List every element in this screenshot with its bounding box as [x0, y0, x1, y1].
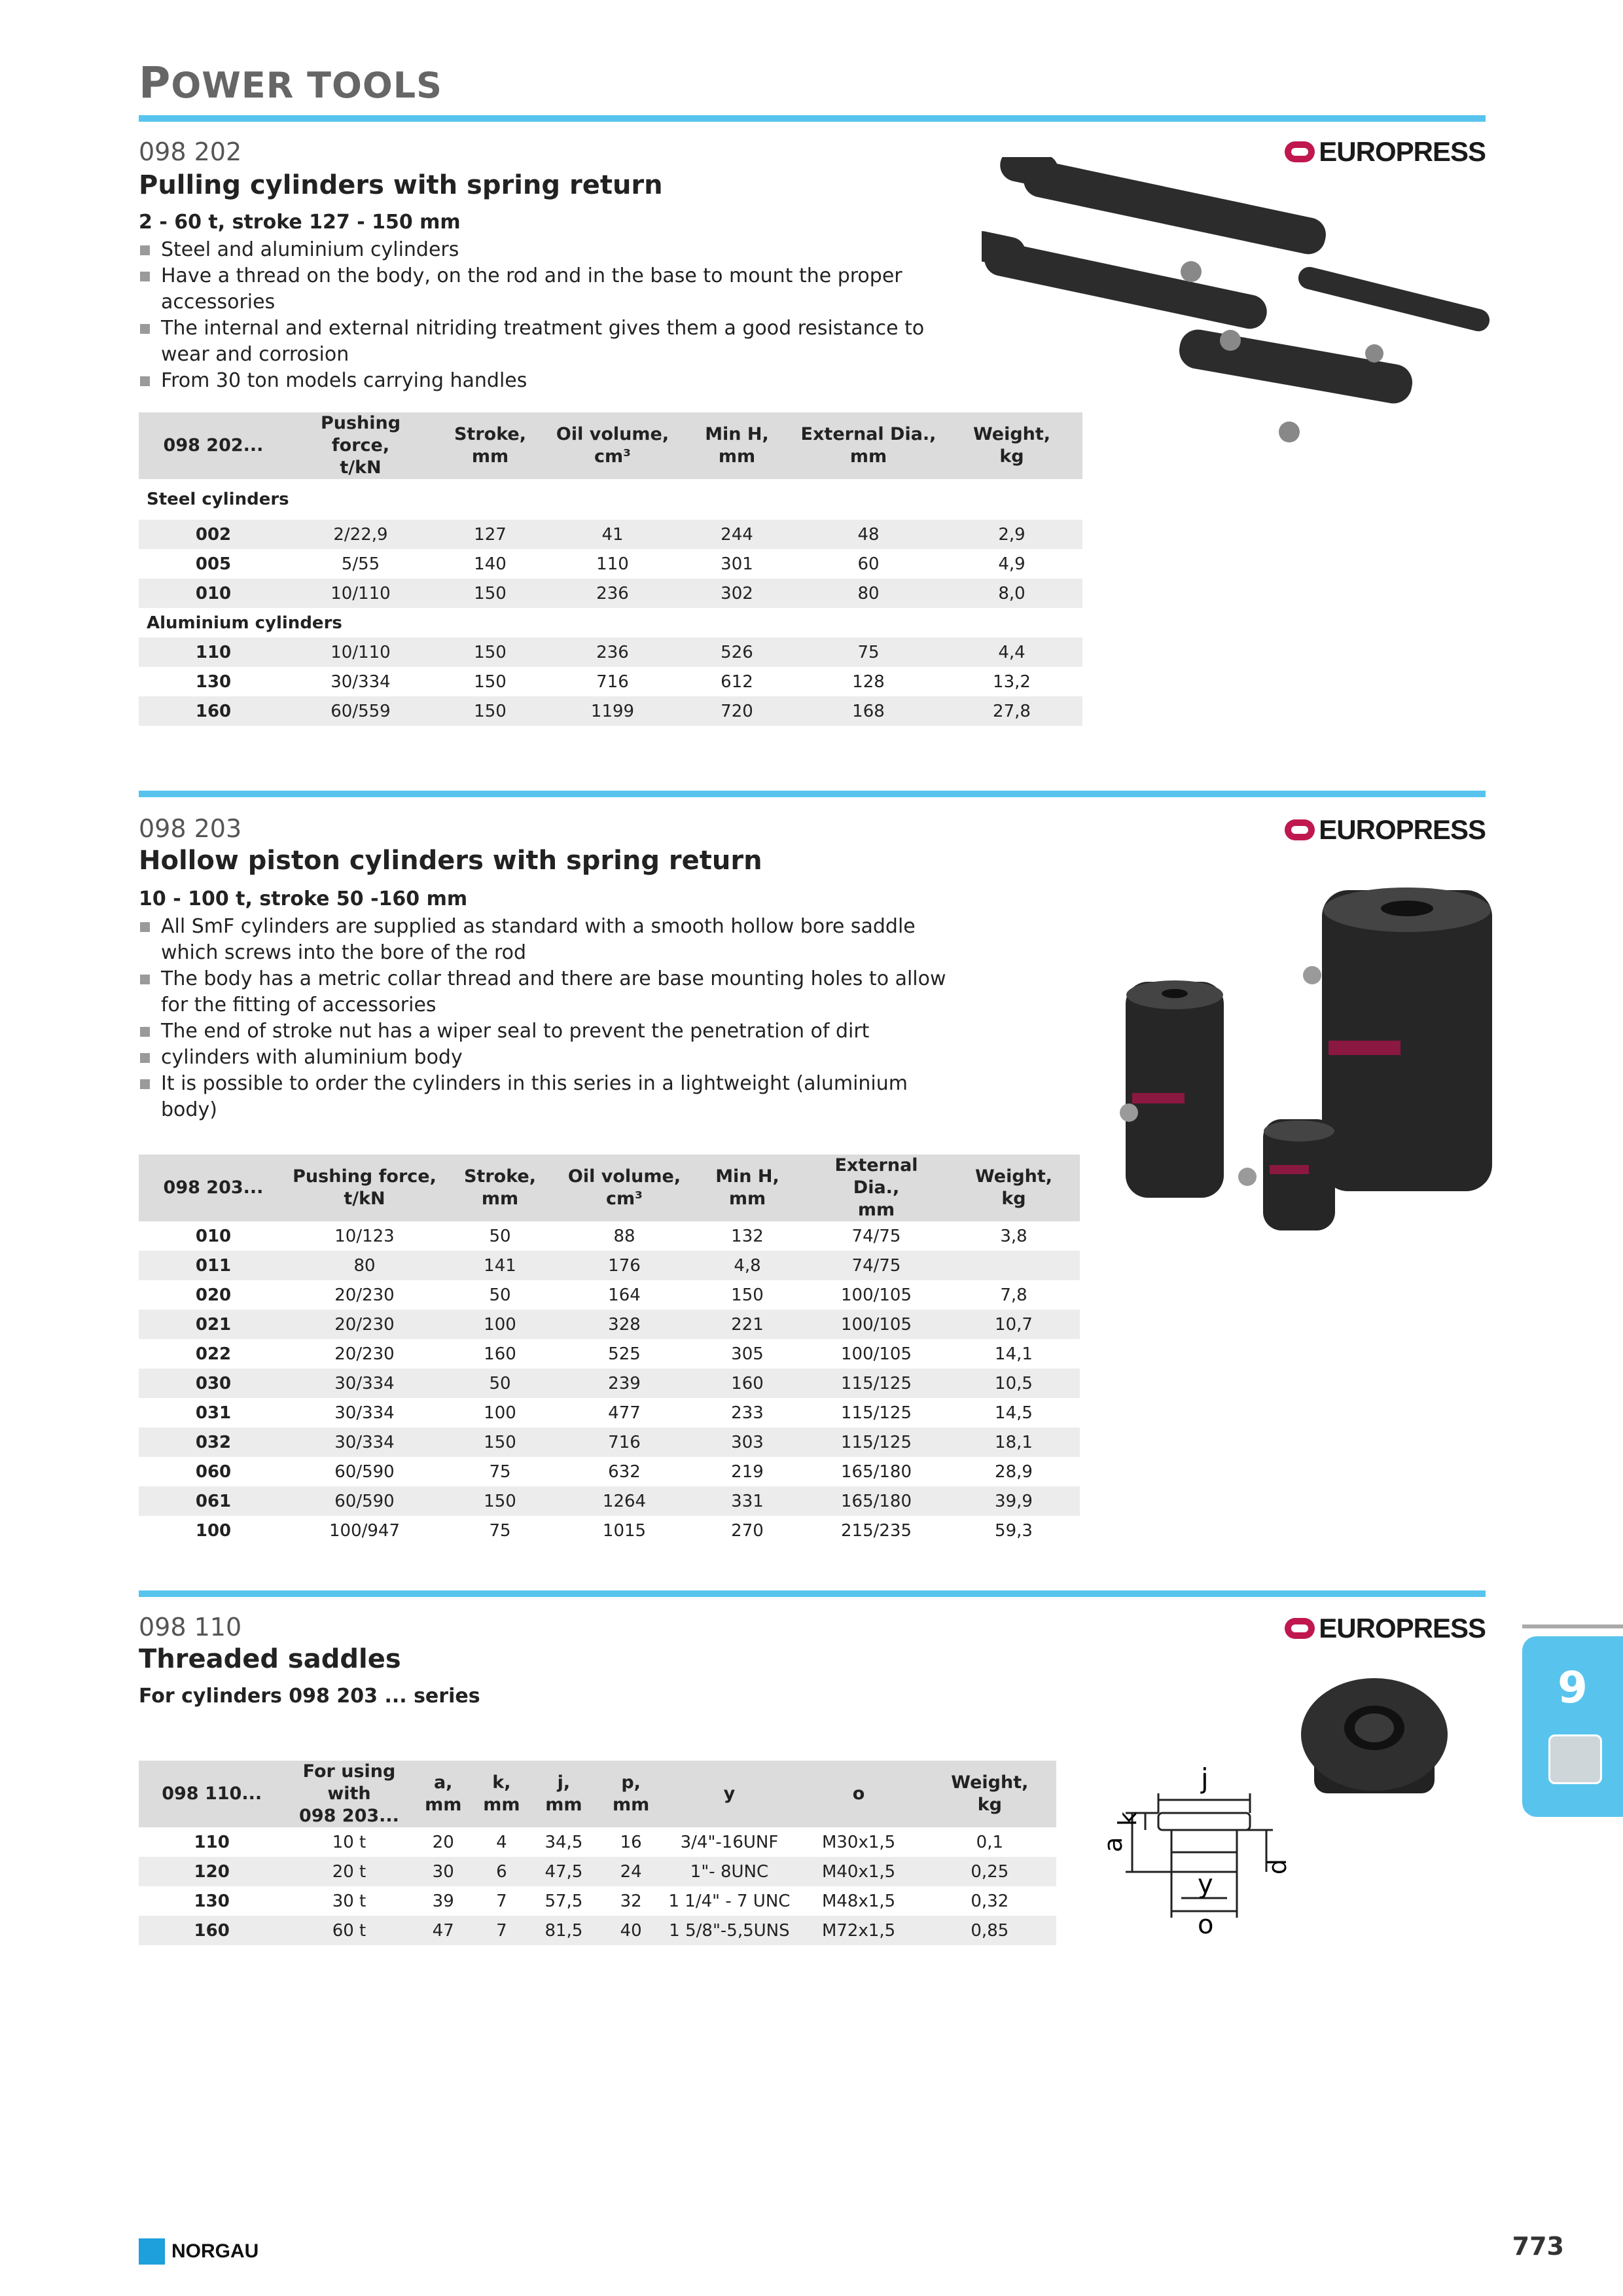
table-cell: 57,5: [544, 1891, 583, 1911]
table-cell: 1 5/8"-5,5UNS: [664, 1916, 794, 1945]
table-cell: 32: [620, 1891, 642, 1911]
table-cell: 010: [195, 1226, 232, 1246]
europress-logo: EUROPRESS: [1285, 814, 1486, 846]
table-row: [139, 1398, 1080, 1427]
section-code: 098 203: [139, 814, 242, 843]
table-cell: 1264: [559, 1486, 690, 1516]
table-cell: 141: [441, 1251, 559, 1280]
col-header: p, mm: [597, 1761, 665, 1827]
section-rule: [139, 1590, 1486, 1597]
table-cell: 6: [473, 1857, 530, 1886]
table-cell: [948, 1251, 1080, 1280]
feature-item: Have a thread on the body, on the rod and in the base to mount the proper accessories: [139, 263, 950, 315]
diagram-label-p: p: [1266, 1859, 1295, 1875]
section-title: Hollow piston cylinders with spring return: [139, 846, 762, 876]
table-cell: 14,5: [995, 1403, 1033, 1423]
table-row: [139, 1221, 1080, 1251]
feature-item: cylinders with aluminium body: [139, 1045, 963, 1071]
power-tools-icon: [1548, 1734, 1602, 1784]
col-header: Oil volume, cm³: [559, 1155, 690, 1221]
diagram-label-o: o: [1198, 1910, 1214, 1940]
table-cell: 031: [195, 1403, 232, 1423]
table-cell: 160: [139, 1916, 285, 1945]
table-cell: 10/123: [334, 1226, 395, 1246]
table-cell: 0,25: [923, 1857, 1056, 1886]
table-cell: 303: [690, 1427, 805, 1457]
table-cell: 81,5: [530, 1916, 597, 1945]
table-cell: 16: [620, 1832, 642, 1852]
table-cell: 30/334: [334, 1403, 395, 1423]
col-header: Pushing force, t/kN: [288, 1155, 441, 1221]
table-cell: M30x1,5: [821, 1832, 896, 1852]
table-cell: 716: [559, 1427, 690, 1457]
table-cell: 47,5: [530, 1857, 597, 1886]
col-header: External Dia., mm: [805, 1155, 948, 1221]
diagram-label-j: j: [1201, 1763, 1209, 1795]
table-cell: 0,85: [923, 1916, 1056, 1945]
table-cell: 59,3: [995, 1520, 1033, 1541]
table-cell: 150: [731, 1285, 764, 1305]
col-header: y: [664, 1761, 794, 1827]
saddle-dimension-diagram: [1093, 1761, 1302, 1944]
feature-item: It is possible to order the cylinders in this series in a lightweight (aluminium body): [139, 1071, 963, 1123]
table-cell: 14,1: [995, 1344, 1033, 1364]
feature-item: From 30 ton models carrying handles: [139, 368, 950, 394]
col-header: Min H, mm: [678, 412, 796, 479]
table-cell: 39,9: [948, 1486, 1080, 1516]
table-cell: 100: [484, 1403, 516, 1423]
table-cell: M72x1,5: [794, 1916, 923, 1945]
table-cell: 18,1: [948, 1427, 1080, 1457]
table-cell: 3,8: [1000, 1226, 1027, 1246]
chapter-number: 9: [1558, 1662, 1588, 1713]
table-cell: 30/334: [288, 1427, 441, 1457]
table-cell: 011: [139, 1251, 288, 1280]
col-header: Min H, mm: [690, 1155, 805, 1221]
diagram-label-a: a: [1099, 1837, 1128, 1852]
col-header: a, mm: [414, 1761, 473, 1827]
col-header: Weight, kg: [948, 1155, 1080, 1221]
table-cell: 4: [496, 1832, 507, 1852]
norgau-logo: NORGAU: [139, 2238, 259, 2265]
page-number: 773: [1512, 2232, 1564, 2261]
col-header: o: [794, 1761, 923, 1827]
norgau-square-icon: [139, 2238, 165, 2265]
table-cell: 39: [432, 1891, 454, 1911]
header-rule: [139, 115, 1486, 122]
col-header: Oil volume, cm³: [547, 412, 678, 479]
feature-list: [139, 237, 950, 394]
table-cell: 215/235: [840, 1520, 912, 1541]
table-row: [139, 1310, 1080, 1339]
table-row: [139, 1857, 1056, 1886]
table-cell: 20: [432, 1832, 454, 1852]
table-cell: 100/105: [840, 1285, 912, 1305]
table-row: 130 30/334 150 716 612 128 13,2: [195, 672, 1031, 692]
table-cell: 24: [597, 1857, 665, 1886]
table-row: 160 60/559 150 1199 720 168 27,8: [139, 696, 1082, 726]
table-cell: 1015: [602, 1520, 647, 1541]
feature-item: The end of stroke nut has a wiper seal to prevent the penetration of dirt: [139, 1018, 963, 1045]
table-cell: 10,7: [948, 1310, 1080, 1339]
europress-mark-icon: [1285, 1618, 1315, 1639]
table-cell: 28,9: [995, 1462, 1033, 1482]
table-cell: 305: [731, 1344, 764, 1364]
table-cell: 1 1/4" - 7 UNC: [668, 1891, 791, 1911]
section-subtitle: 10 - 100 t, stroke 50 -160 mm: [139, 888, 468, 910]
section-rule: [139, 791, 1486, 797]
table-cell: 20 t: [285, 1857, 413, 1886]
col-header: External Dia., mm: [796, 412, 941, 479]
col-header: For using with 098 203...: [285, 1761, 413, 1827]
table-row: [139, 1280, 1080, 1310]
col-header: 098 202...: [139, 412, 288, 479]
table-cell: 30/334: [288, 1369, 441, 1398]
hollow-cylinders-image: [1113, 877, 1518, 1244]
table-cell: 100: [195, 1520, 232, 1541]
chapter-tab[interactable]: [1522, 1636, 1623, 1817]
table-cell: 160: [690, 1369, 805, 1398]
col-header: Pushing force, t/kN: [288, 412, 433, 479]
table-cell: 328: [559, 1310, 690, 1339]
table-cell: 331: [690, 1486, 805, 1516]
table-cell: 88: [613, 1226, 635, 1246]
table-cell: 7,8: [1000, 1285, 1027, 1305]
table-cell: 7: [496, 1891, 507, 1911]
table-cell: 30 t: [332, 1891, 366, 1911]
table-row: 002 2/22,9 127 41 244 48 2,9: [139, 520, 1082, 549]
table-cell: 110: [194, 1832, 230, 1852]
table-cell: 132: [731, 1226, 764, 1246]
table-cell: 40: [597, 1916, 665, 1945]
table-cell: 60/590: [334, 1462, 395, 1482]
table-cell: 3/4"-16UNF: [680, 1832, 779, 1852]
table-cell: 74/75: [851, 1226, 901, 1246]
table-cell: 020: [195, 1285, 232, 1305]
table-row: [139, 1457, 1080, 1486]
table-cell: 115/125: [805, 1369, 948, 1398]
diagram-label-k: k: [1113, 1811, 1142, 1826]
threaded-saddle-image: [1296, 1662, 1453, 1820]
feature-item: All SmF cylinders are supplied as standard with a smooth hollow bore saddle which screws into the bore of the rod: [139, 914, 963, 966]
pulling-cylinders-table: [139, 412, 1082, 726]
table-cell: 0,1: [976, 1832, 1004, 1852]
col-header: j, mm: [530, 1761, 597, 1827]
table-cell: 60 t: [285, 1916, 413, 1945]
table-row: [139, 1486, 1080, 1516]
group-label: Steel cylinders: [147, 490, 289, 509]
table-cell: 100/947: [329, 1520, 400, 1541]
table-row: 010 10/110 150 236 302 80 8,0: [139, 579, 1082, 608]
section-subtitle: 2 - 60 t, stroke 127 - 150 mm: [139, 211, 461, 234]
table-row: 110 10/110 150 236 526 75 4,4: [139, 637, 1082, 667]
europress-mark-icon: [1285, 819, 1315, 840]
table-cell: 50: [489, 1226, 511, 1246]
feature-item: Steel and aluminium cylinders: [139, 237, 950, 263]
table-row: [139, 1516, 1080, 1545]
table-cell: 239: [559, 1369, 690, 1398]
table-cell: 50: [441, 1369, 559, 1398]
table-cell: 20/230: [334, 1285, 395, 1305]
table-cell: M40x1,5: [794, 1857, 923, 1886]
table-cell: 022: [195, 1344, 232, 1364]
table-cell: 20/230: [288, 1310, 441, 1339]
col-header: k, mm: [473, 1761, 530, 1827]
table-cell: 130: [194, 1891, 230, 1911]
table-cell: 1"- 8UNC: [664, 1857, 794, 1886]
table-cell: 525: [608, 1344, 641, 1364]
col-header: Weight, kg: [923, 1761, 1056, 1827]
table-row: 005 5/55 140 110 301 60 4,9: [195, 554, 1026, 574]
table-cell: 0,32: [971, 1891, 1009, 1911]
table-cell: 032: [139, 1427, 288, 1457]
col-header: 098 203...: [139, 1155, 288, 1221]
table-cell: 120: [139, 1857, 285, 1886]
section-title: Threaded saddles: [139, 1644, 401, 1674]
section-code: 098 202: [139, 137, 242, 166]
europress-logo: EUROPRESS: [1285, 1613, 1486, 1644]
col-header: Weight, kg: [941, 412, 1082, 479]
col-header: 098 110...: [139, 1761, 285, 1827]
table-cell: M48x1,5: [821, 1891, 896, 1911]
page-title: POWER TOOLS: [139, 58, 443, 108]
table-cell: 100/105: [805, 1310, 948, 1339]
table-row: [139, 1827, 1056, 1857]
section-subtitle: For cylinders 098 203 ... series: [139, 1685, 480, 1708]
table-cell: 164: [608, 1285, 641, 1305]
table-cell: 7: [473, 1916, 530, 1945]
diagram-label-y: y: [1198, 1869, 1213, 1899]
table-row: [139, 1916, 1056, 1945]
table-row: [139, 1427, 1080, 1457]
table-cell: 115/125: [805, 1427, 948, 1457]
col-header: Stroke, mm: [433, 412, 547, 479]
table-cell: 165/180: [840, 1462, 912, 1482]
table-cell: 632: [608, 1462, 641, 1482]
table-cell: 34,5: [544, 1832, 583, 1852]
table-cell: 176: [559, 1251, 690, 1280]
table-cell: 30: [414, 1857, 473, 1886]
table-cell: 021: [139, 1310, 288, 1339]
table-cell: 60/590: [288, 1486, 441, 1516]
table-cell: 74/75: [805, 1251, 948, 1280]
table-cell: 50: [489, 1285, 511, 1305]
table-row: [139, 1369, 1080, 1398]
group-label: Aluminium cylinders: [147, 613, 342, 633]
europress-logo: EUROPRESS: [1285, 136, 1486, 168]
table-cell: 221: [690, 1310, 805, 1339]
feature-list: [139, 914, 963, 1123]
table-cell: 4,8: [690, 1251, 805, 1280]
table-cell: 150: [441, 1486, 559, 1516]
table-row: [139, 1339, 1080, 1369]
col-header: Stroke, mm: [441, 1155, 559, 1221]
threaded-saddles-table: [139, 1761, 1056, 1945]
table-cell: 75: [489, 1462, 511, 1482]
table-cell: 100/105: [840, 1344, 912, 1364]
table-cell: 061: [139, 1486, 288, 1516]
table-row: [139, 1251, 1080, 1280]
table-cell: 165/180: [805, 1486, 948, 1516]
section-title: Pulling cylinders with spring return: [139, 170, 663, 200]
table-cell: 270: [731, 1520, 764, 1541]
table-cell: 20/230: [334, 1344, 395, 1364]
table-cell: 160: [484, 1344, 516, 1364]
table-row: [139, 1886, 1056, 1916]
table-cell: 10 t: [332, 1832, 366, 1852]
table-cell: 233: [731, 1403, 764, 1423]
table-cell: 477: [608, 1403, 641, 1423]
table-cell: 100: [441, 1310, 559, 1339]
table-cell: 030: [139, 1369, 288, 1398]
table-cell: 47: [414, 1916, 473, 1945]
table-cell: 150: [441, 1427, 559, 1457]
feature-item: The body has a metric collar thread and there are base mounting holes to allow for the fitting of accessories: [139, 966, 963, 1018]
table-cell: 75: [489, 1520, 511, 1541]
feature-item: The internal and external nitriding treatment gives them a good resistance to wear and corrosion: [139, 315, 950, 368]
table-cell: 219: [731, 1462, 764, 1482]
table-cell: 80: [288, 1251, 441, 1280]
side-tab-rule: [1522, 1624, 1623, 1628]
table-cell: 10,5: [948, 1369, 1080, 1398]
table-cell: 060: [195, 1462, 232, 1482]
hollow-cylinders-table: [139, 1155, 1080, 1545]
table-cell: 115/125: [840, 1403, 912, 1423]
section-code: 098 110: [139, 1613, 242, 1641]
